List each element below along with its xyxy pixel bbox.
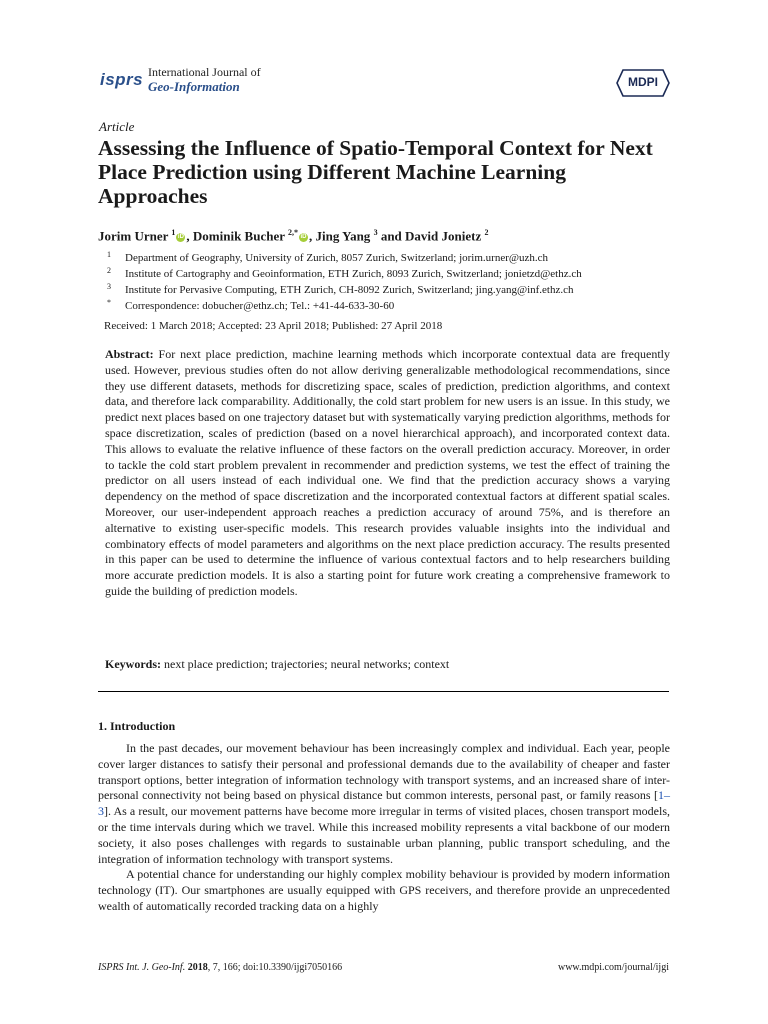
footer-citation xyxy=(98,962,342,973)
affiliation-item xyxy=(104,250,684,266)
author-separator: , xyxy=(186,228,193,244)
abstract-label: Abstract: xyxy=(105,347,154,361)
author-separator: and xyxy=(377,228,406,244)
p1-text-before: In the past decades, our movement behaviour has been increasingly complex and individual. Each year, people cover larger distances to satisfy their personal and professional demands due to the availability of cheaper and faster transport options, better integration of information technology with transport systems, and an increased share of inter-personal connectivity not being based on physical distance but common interests, personal past, or family reasons [ xyxy=(98,741,670,803)
author-affiliation-marker: 3 xyxy=(373,228,378,237)
keywords-label: Keywords: xyxy=(105,657,161,671)
body-text xyxy=(98,741,670,915)
orcid-icon[interactable]: iD xyxy=(300,234,307,241)
affiliation-item xyxy=(104,298,684,314)
author-affiliation-marker: 2,* xyxy=(288,228,299,237)
keywords xyxy=(105,657,670,672)
section-heading: 1. Introduction xyxy=(98,719,176,733)
author-name: Dominik Bucher xyxy=(192,228,285,244)
article-type: Article xyxy=(99,119,135,134)
affiliation-marker: 1 xyxy=(107,250,111,259)
author-separator: , xyxy=(309,228,316,244)
journal-logo xyxy=(100,66,270,96)
keywords-text: next place prediction; trajectories; neural networks; context xyxy=(164,657,450,671)
affiliation-text: Institute of Cartography and Geoinformation, ETH Zurich, 8093 Zurich, Switzerland; jonietzd@ethz.ch xyxy=(125,268,582,280)
paragraph-2: A potential chance for understanding our highly complex mobility behaviour is provided by modern information technology (IT). Our smartphones are usually equipped with GPS receivers, and therefore provide an unprecedented wealth of automatically recorded tracking data on a highly xyxy=(98,867,670,913)
abstract xyxy=(105,347,670,600)
paragraph-1 xyxy=(98,741,670,867)
footer-journal-abbrev: ISPRS Int. J. Geo-Inf. xyxy=(98,962,186,973)
divider-rule xyxy=(98,691,669,692)
author-affiliation-marker: 1 xyxy=(171,228,176,237)
author-list xyxy=(98,228,488,244)
footer-citation-text: , 7, 166; doi:10.3390/ijgi7050166 xyxy=(207,962,343,973)
author-name: David Jonietz xyxy=(405,228,482,244)
isprs-logo-mark: isprs xyxy=(100,70,144,89)
affiliation-text: Department of Geography, University of Zurich, 8057 Zurich, Switzerland; jorim.urner@uzh.ch xyxy=(125,252,549,264)
mdpi-logo xyxy=(616,69,670,97)
footer-year: 2018 xyxy=(187,962,208,973)
affiliation-text: Institute for Pervasive Computing, ETH Zurich, CH-8092 Zurich, Switzerland; jing.yang@inf.ethz.ch xyxy=(125,284,574,296)
affiliation-marker: 3 xyxy=(107,282,111,291)
publisher-name: MDPI xyxy=(628,75,658,89)
publication-dates: Received: 1 March 2018; Accepted: 23 April 2018; Published: 27 April 2018 xyxy=(104,320,443,332)
affiliation-item xyxy=(104,282,684,298)
author-name: Jing Yang xyxy=(315,228,371,244)
affiliations xyxy=(104,250,684,314)
journal-name-line2: Geo-Information xyxy=(148,79,240,94)
footer-url[interactable]: www.mdpi.com/journal/ijgi xyxy=(557,962,669,973)
affiliation-marker: 2 xyxy=(107,266,111,275)
p1-text-after: ]. As a result, our movement patterns have become more irregular in terms of visited places, chosen transport models, or the time intervals during which we travel. While this increased mobility represents a vital backbone of our modern society, it also poses challenges with regards to sustainable urban planning, public transport scheduling, and the integration of information technology with transport systems. xyxy=(98,804,670,866)
abstract-text: For next place prediction, machine learning methods which incorporate contextual data are frequently used. However, previous studies often do not allow deriving generalizable methodological recommendations, since they use different datasets, methods for discretizing space, scales of prediction, prediction algorithms, and context data, and therefore lack comparability. Additionally, the cold start problem for new users is an issue. In this study, we predict next places based on one trajectory dataset but with systematically varying prediction algorithms, methods for space discretization, scales of prediction (based on a novel hierarchical approach), and incorporated context data. This allows to evaluate the relative influence of these factors on the overall prediction accuracy. Moreover, in order to tackle the cold start problem prevalent in recommender and prediction systems, we test the effect of training the predictor on all users instead of each individual one. We find that the prediction accuracy shows a varying dependency on the method of space discretization and the incorporated contextual factors at different spatial scales. Moreover, our user-independent approach reaches a prediction accuracy of around 75%, and is therefore an alternative to existing user-specific models. This research provides valuable insights into the individual and combinatory effects of model parameters and algorithms on the next place prediction accuracy. The results presented in this paper can be used to determine the influence of various contextual factors and to help researchers building more accurate prediction models. It is also a starting point for future work creating a comprehensive framework to guide the building of prediction models. xyxy=(105,347,671,598)
journal-name-line1: International Journal of xyxy=(148,65,261,79)
affiliation-text: Correspondence: dobucher@ethz.ch; Tel.: +41-44-633-30-60 xyxy=(125,300,395,312)
paper-title: Assessing the Influence of Spatio-Temporal Context for Next Place Prediction using Different Machine Learning Approaches xyxy=(98,136,653,208)
orcid-icon[interactable]: iD xyxy=(177,234,184,241)
author-affiliation-marker: 2 xyxy=(484,228,489,237)
affiliation-marker: * xyxy=(107,298,111,307)
affiliation-item xyxy=(104,266,684,282)
citation-link[interactable]: 1–3 xyxy=(98,788,670,819)
author-name: Jorim Urner xyxy=(98,228,169,244)
